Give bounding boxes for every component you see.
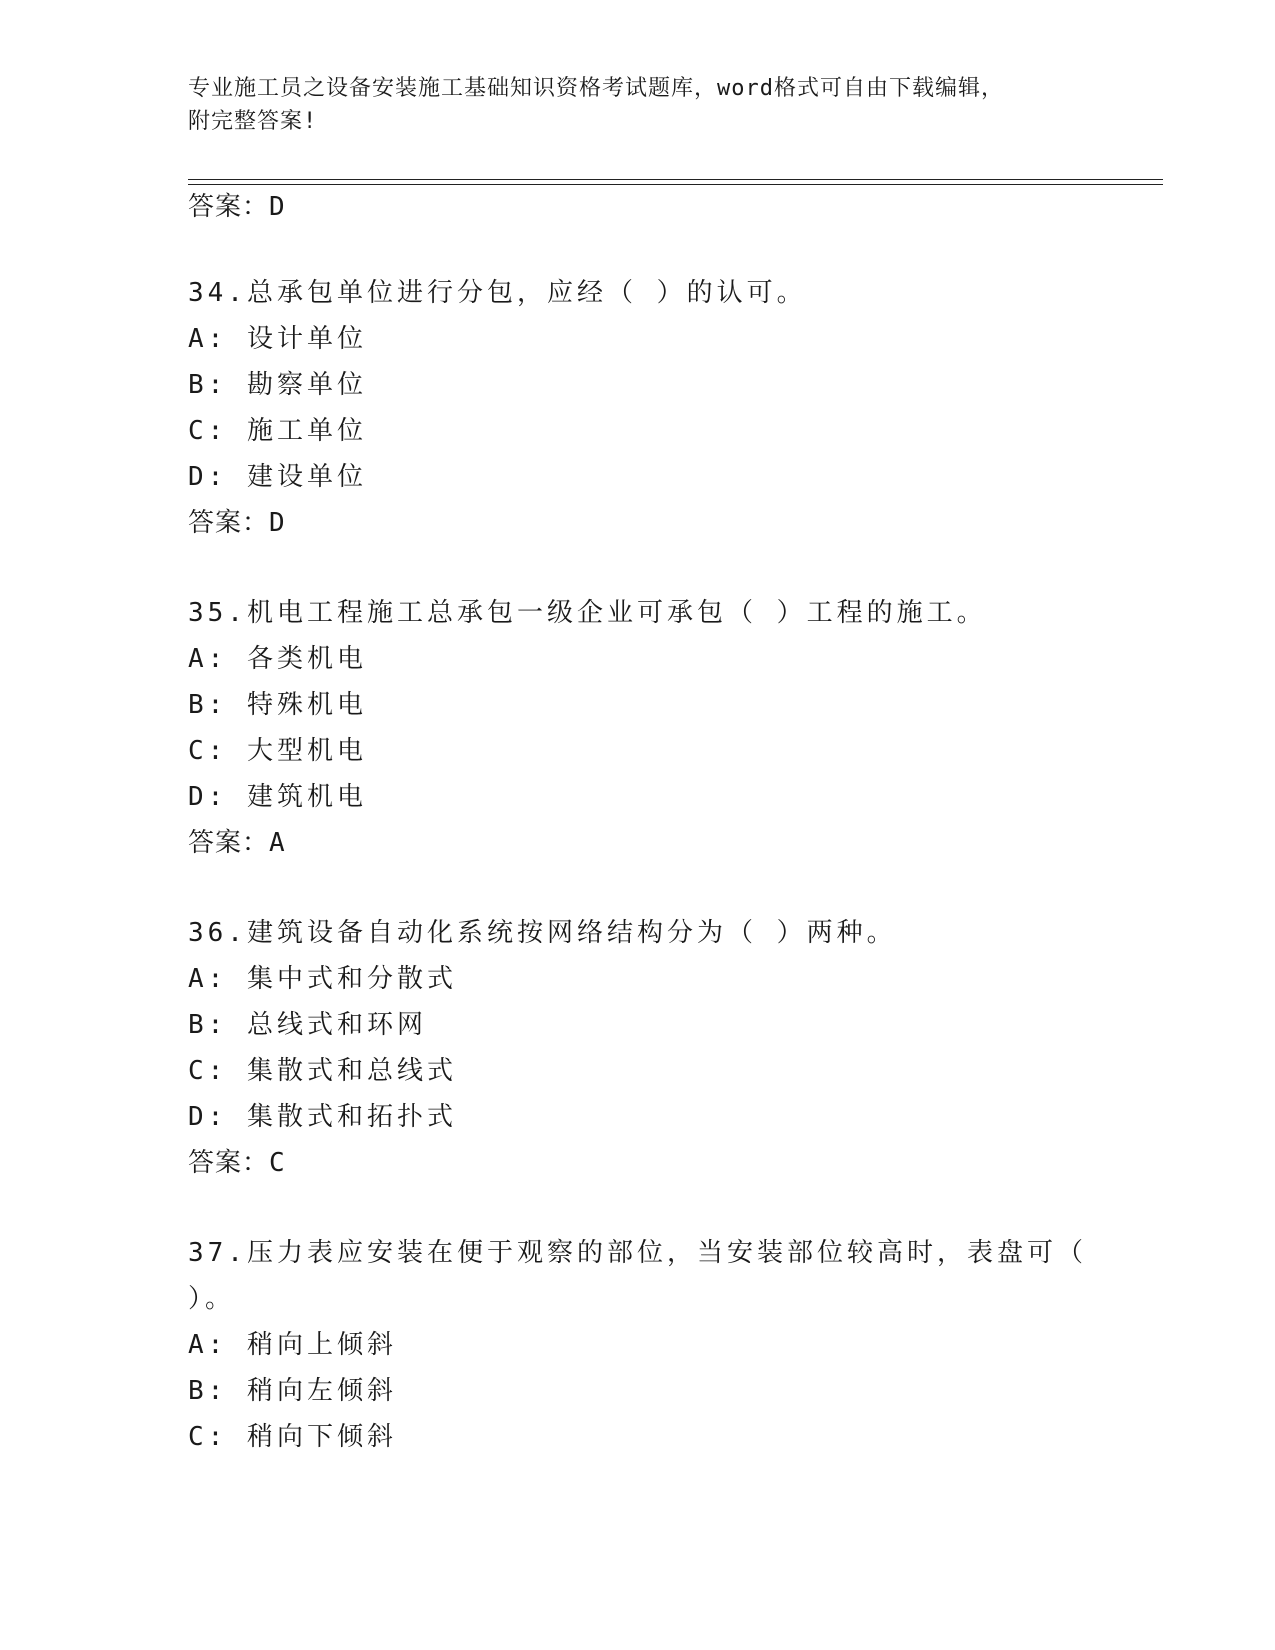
option-a: A: 设计单位 [188,324,367,354]
option-b: B: 勘察单位 [188,370,367,400]
question-stem: 34.总承包单位进行分包，应经（ ）的认可。 [188,278,807,308]
option-c: C: 大型机电 [188,736,367,766]
answer-line [188,1140,1088,1186]
option-d: D: 集散式和拓扑式 [188,1102,457,1132]
answer-line [188,820,1088,866]
option-b: B: 特殊机电 [188,690,367,720]
question-36 [188,910,1088,1186]
spacer [188,866,1088,910]
answer-value: A [269,828,286,858]
answer-line [188,184,1088,230]
spacer [188,1186,1088,1230]
question-34 [188,270,1088,546]
header-line-2: 附完整答案! [188,109,318,134]
option-b: B: 稍向左倾斜 [188,1376,397,1406]
header-divider [188,179,1163,180]
option-d: D: 建筑机电 [188,782,367,812]
header-line-1: 专业施工员之设备安装施工基础知识资格考试题库，word格式可自由下载编辑， [188,76,1004,101]
answer-label: 答案： [188,1148,270,1178]
question-stem: 36.建筑设备自动化系统按网络结构分为（ ）两种。 [188,918,897,948]
option-a: A: 稍向上倾斜 [188,1330,397,1360]
option-a: A: 集中式和分散式 [188,964,457,994]
option-c: C: 施工单位 [188,416,367,446]
answer-value: C [269,1148,286,1178]
answer-value: D [269,192,286,222]
question-stem-line-1: 37.压力表应安装在便于观察的部位，当安装部位较高时，表盘可（ [188,1238,1087,1268]
answer-label: 答案： [188,508,270,538]
option-c: C: 稍向下倾斜 [188,1422,397,1452]
option-a: A: 各类机电 [188,644,367,674]
document-header [188,72,1088,138]
document-body [188,188,1088,1460]
question-37 [188,1230,1088,1460]
question-35 [188,590,1088,866]
question-stem-line-2: ）。 [188,1284,236,1314]
spacer [188,230,1088,270]
spacer [188,546,1088,590]
option-d: D: 建设单位 [188,462,367,492]
question-stem: 35.机电工程施工总承包一级企业可承包（ ）工程的施工。 [188,598,987,628]
answer-value: D [269,508,286,538]
option-b: B: 总线式和环网 [188,1010,427,1040]
answer-label: 答案： [188,828,270,858]
answer-line [188,500,1088,546]
option-c: C: 集散式和总线式 [188,1056,457,1086]
answer-label: 答案： [188,192,270,222]
